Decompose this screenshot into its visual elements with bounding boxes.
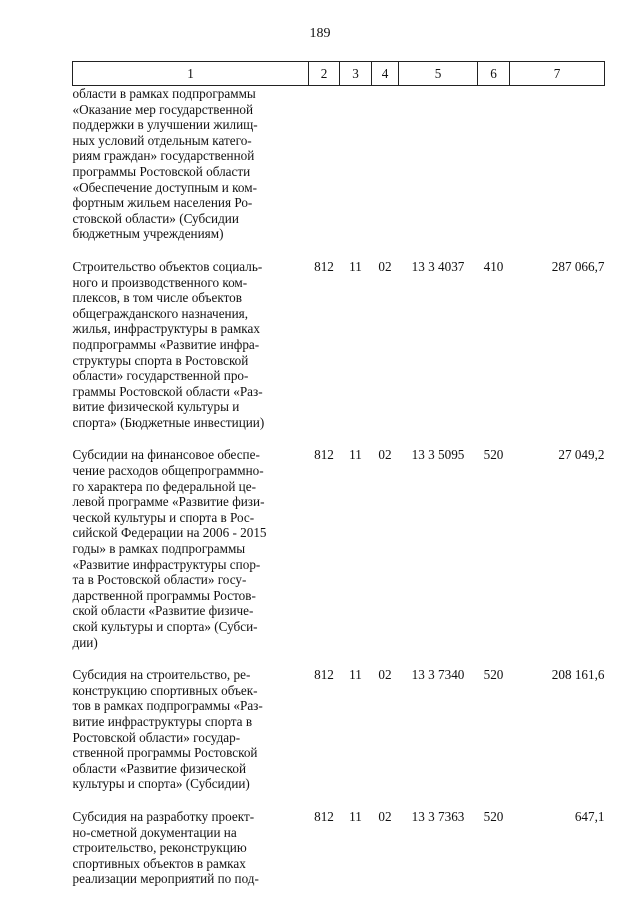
description-line: Субсидии на финансовое обеспе-: [72, 447, 260, 463]
target-item-code-cell: 13 3 7340: [411, 667, 465, 683]
description-line: области «Развитие физической: [72, 760, 247, 776]
column-header: 7: [510, 62, 605, 86]
table-row: [73, 86, 605, 259]
description-line: Ростовской области» государ-: [72, 729, 241, 745]
expense-type-cell: 410: [483, 258, 504, 274]
row-description: [73, 809, 309, 904]
section-code-cell: 11: [349, 808, 362, 824]
description-line: конструкцию спортивных объек-: [72, 682, 258, 698]
description-line: бюджетным учреждениям): [72, 226, 224, 242]
description-line: плексов, в том числе объектов: [72, 290, 242, 306]
section-code-cell: 11: [349, 258, 362, 274]
target-item-code-cell: 13 3 5095: [411, 447, 465, 463]
header-row: [73, 62, 605, 86]
expense-type-cell: [478, 86, 510, 259]
amount-cell: 287 066,7: [551, 258, 605, 274]
amount-cell: 208 161,6: [551, 667, 605, 683]
ministry-code-cell: 812: [314, 667, 334, 683]
description-line: поддержки в улучшении жилищ-: [72, 117, 258, 133]
description-line: ного и производственного ком-: [72, 274, 248, 290]
section-code-cell: [340, 86, 372, 259]
subsection-code-cell: 02: [378, 808, 392, 824]
column-header: 2: [309, 62, 340, 86]
row-description: [73, 447, 309, 667]
subsection-code-cell: [372, 86, 399, 259]
description-line: дарственной программы Ростов-: [72, 587, 256, 603]
column-header: 5: [399, 62, 478, 86]
description-line: ных условий отдельным катего-: [72, 132, 252, 148]
column-header: 6: [478, 62, 510, 86]
description-line: граммы Ростовской области «Раз-: [72, 383, 263, 399]
target-item-code-cell: 13 3 4037: [411, 258, 465, 274]
target-item-code-cell: [399, 86, 478, 259]
ministry-code-cell: 812: [314, 447, 334, 463]
description-line: сийской Федерации на 2006 - 2015: [72, 525, 267, 541]
description-line: риям граждан» государственной: [72, 148, 255, 164]
description-line: ческой культуры и спорта в Рос-: [72, 509, 255, 525]
amount-cell: [510, 86, 605, 259]
description-line: реализации мероприятий по под-: [72, 871, 259, 887]
table-row: [73, 809, 605, 904]
description-line: структуры спорта в Ростовской: [72, 352, 249, 368]
expense-type-cell: 520: [483, 447, 504, 463]
row-description: [73, 86, 309, 259]
description-line: Субсидия на строительство, ре-: [72, 667, 251, 683]
description-line: го характера по федеральной це-: [72, 478, 256, 494]
description-line: общегражданского назначения,: [72, 305, 249, 321]
subsection-code-cell: 02: [378, 447, 392, 463]
ministry-code-cell: 812: [314, 258, 334, 274]
description-line: «Обеспечение доступным и ком-: [72, 179, 257, 195]
amount-cell: 647,1: [574, 808, 605, 824]
expense-type-cell: 520: [483, 667, 504, 683]
description-line: Субсидия на разработку проект-: [72, 808, 255, 824]
amount-cell: 27 049,2: [558, 447, 605, 463]
column-header: 4: [372, 62, 399, 86]
description-line: строительство, реконструкцию: [72, 840, 247, 856]
description-line: фортным жильем населения Ро-: [72, 195, 253, 211]
description-line: спорта» (Бюджетные инвестиции): [72, 414, 265, 430]
description-line: та в Ростовской области» госу-: [72, 572, 247, 588]
description-line: годы» в рамках подпрограммы: [72, 541, 246, 557]
column-header: 1: [73, 62, 309, 86]
description-line: культуры и спорта» (Субсидии): [72, 776, 250, 792]
description-line: спортивных объектов в рамках: [72, 855, 246, 871]
subsection-code-cell: 02: [378, 258, 392, 274]
section-code-cell: 11: [349, 447, 362, 463]
description-line: Строительство объектов социаль-: [72, 258, 263, 274]
column-header: 3: [340, 62, 372, 86]
table-row: [73, 667, 605, 809]
description-line: стовской области» (Субсидии: [72, 210, 239, 226]
description-line: области в рамках подпрограммы: [72, 86, 256, 101]
description-line: тов в рамках подпрограммы «Раз-: [72, 698, 263, 714]
table-row: [73, 447, 605, 667]
page-number: 189: [309, 26, 331, 41]
description-line: программы Ростовской области: [72, 163, 251, 179]
description-line: ственной программы Ростовской: [72, 745, 258, 761]
section-code-cell: 11: [349, 667, 362, 683]
subsection-code-cell: 02: [378, 667, 392, 683]
expense-type-cell: 520: [483, 808, 504, 824]
row-description: [73, 259, 309, 448]
budget-table: [72, 61, 605, 904]
description-line: чение расходов общепрограммно-: [72, 463, 264, 479]
ministry-code-cell: 812: [314, 808, 334, 824]
description-line: дии): [72, 634, 98, 650]
description-line: но-сметной документации на: [72, 824, 237, 840]
description-line: жилья, инфраструктуры в рамках: [72, 321, 260, 337]
description-line: витие физической культуры и: [72, 399, 240, 415]
description-line: подпрограммы «Развитие инфра-: [72, 336, 260, 352]
ministry-code-cell: [309, 86, 340, 259]
description-line: витие инфраструктуры спорта в: [72, 713, 253, 729]
description-line: левой программе «Развитие физи-: [72, 494, 265, 510]
target-item-code-cell: 13 3 7363: [411, 808, 465, 824]
row-description: [73, 667, 309, 809]
table-row: [73, 259, 605, 448]
description-line: «Развитие инфраструктуры спор-: [72, 556, 261, 572]
description-line: «Оказание мер государственной: [72, 101, 254, 117]
description-line: ской культуры и спорта» (Субси-: [72, 619, 258, 634]
description-line: ской области «Развитие физиче-: [72, 603, 254, 619]
description-line: области» государственной про-: [72, 368, 249, 384]
